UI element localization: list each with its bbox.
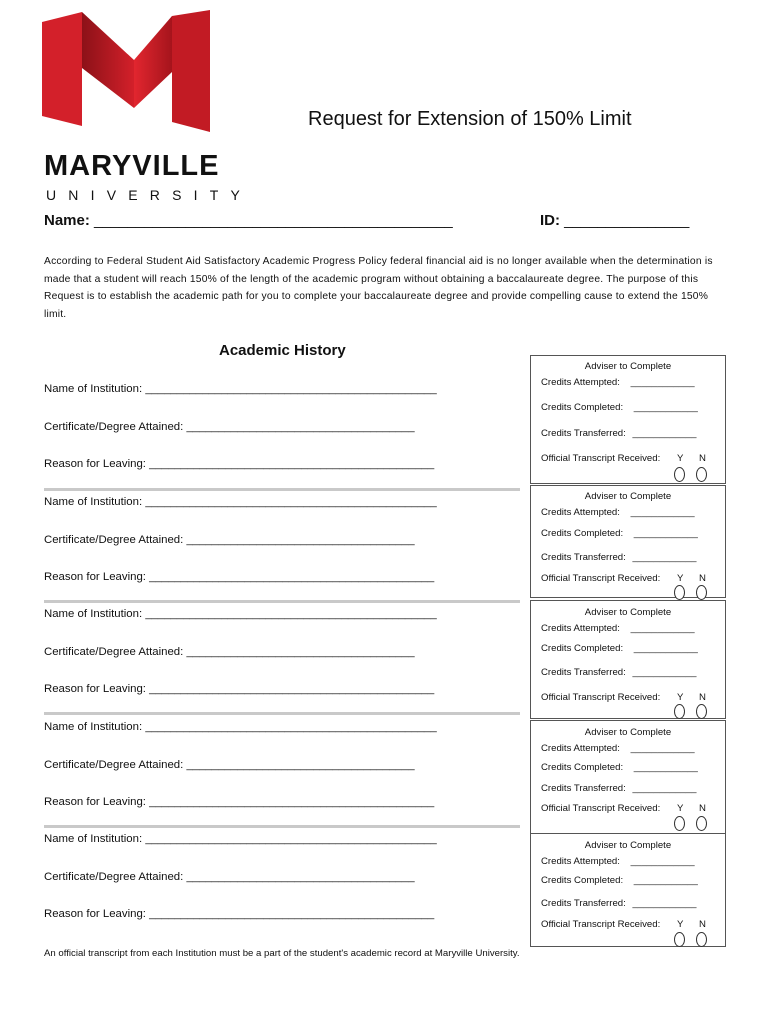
form-title: Request for Extension of 150% Limit — [308, 108, 632, 130]
degree-field[interactable]: Certificate/Degree Attained: ____________________________________ — [44, 646, 415, 658]
name-line[interactable]: ___________________________________________ — [94, 212, 453, 229]
transcript-no-radio[interactable] — [696, 585, 707, 600]
degree-field[interactable]: Certificate/Degree Attained: ____________________________________ — [44, 871, 415, 883]
reason-field[interactable]: Reason for Leaving: _____________________________________________ — [44, 458, 435, 470]
degree-field[interactable]: Certificate/Degree Attained: ____________________________________ — [44, 759, 415, 771]
institution-field[interactable]: Name of Institution: ______________________________________________ — [44, 833, 437, 845]
institution-field[interactable]: Name of Institution: ______________________________________________ — [44, 383, 437, 395]
institution-field[interactable]: Name of Institution: ______________________________________________ — [44, 608, 437, 620]
transcript-yes-radio[interactable] — [674, 467, 685, 482]
name-label: Name: — [44, 212, 90, 229]
transcript-no-radio[interactable] — [696, 816, 707, 831]
transcript-yes-radio[interactable] — [674, 585, 685, 600]
adviser-box: Adviser to Complete Credits Attempted: ____________ Credits Completed: ____________ Credits Transferred: ____________ Official Transcript Received: Y N — [530, 485, 726, 598]
id-field[interactable] — [540, 212, 689, 229]
transcript-no-radio[interactable] — [696, 704, 707, 719]
transcript-no-radio[interactable] — [696, 467, 707, 482]
adviser-box: Adviser to Complete Credits Attempted: ____________ Credits Completed: ____________ Credits Transferred: ____________ Official Transcript Received: Y N — [530, 600, 726, 719]
transcript-no-radio[interactable] — [696, 932, 707, 947]
name-field[interactable] — [44, 212, 453, 229]
adviser-box: Adviser to Complete Credits Attempted: ____________ Credits Completed: ____________ Credits Transferred: ____________ Official Transcript Received: Y N — [530, 355, 726, 484]
transcript-yes-radio[interactable] — [674, 932, 685, 947]
institution-field[interactable]: Name of Institution: ______________________________________________ — [44, 721, 437, 733]
divider — [44, 488, 520, 491]
divider — [44, 600, 520, 603]
maryville-logo — [38, 8, 214, 136]
institution-field[interactable]: Name of Institution: ______________________________________________ — [44, 496, 437, 508]
reason-field[interactable]: Reason for Leaving: _____________________________________________ — [44, 908, 435, 920]
reason-field[interactable]: Reason for Leaving: _____________________________________________ — [44, 571, 435, 583]
intro-paragraph: According to Federal Student Aid Satisfactory Academic Progress Policy federal financial aid is no longer available when the determination is made that a student will reach 150% of the length of the academic program without obtaining a baccalaureate degree. The purpose of this Request is to establish the academic path for you to complete your baccalaureate degree and provide compelling cause to extend the 150% limit. — [44, 256, 713, 320]
adviser-box: Adviser to Complete Credits Attempted: ____________ Credits Completed: ____________ Credits Transferred: ____________ Official Transcript Received: Y N — [530, 833, 726, 947]
transcript-yes-radio[interactable] — [674, 704, 685, 719]
id-label: ID: — [540, 212, 560, 229]
footnote: An official transcript from each Institution must be a part of the student's academic record at Maryville University. — [44, 948, 520, 959]
reason-field[interactable]: Reason for Leaving: _____________________________________________ — [44, 796, 435, 808]
brand-sub: UNIVERSITY — [46, 187, 253, 203]
id-line[interactable]: _______________ — [564, 212, 690, 229]
degree-field[interactable]: Certificate/Degree Attained: ____________________________________ — [44, 534, 415, 546]
divider — [44, 712, 520, 715]
degree-field[interactable]: Certificate/Degree Attained: ____________________________________ — [44, 421, 415, 433]
adviser-box: Adviser to Complete Credits Attempted: ____________ Credits Completed: ____________ Credits Transferred: ____________ Official Transcript Received: Y N — [530, 720, 726, 836]
academic-history-title: Academic History — [219, 342, 346, 359]
brand-name: MARYVILLE — [44, 150, 220, 182]
transcript-yes-radio[interactable] — [674, 816, 685, 831]
divider — [44, 825, 520, 828]
reason-field[interactable]: Reason for Leaving: _____________________________________________ — [44, 683, 435, 695]
